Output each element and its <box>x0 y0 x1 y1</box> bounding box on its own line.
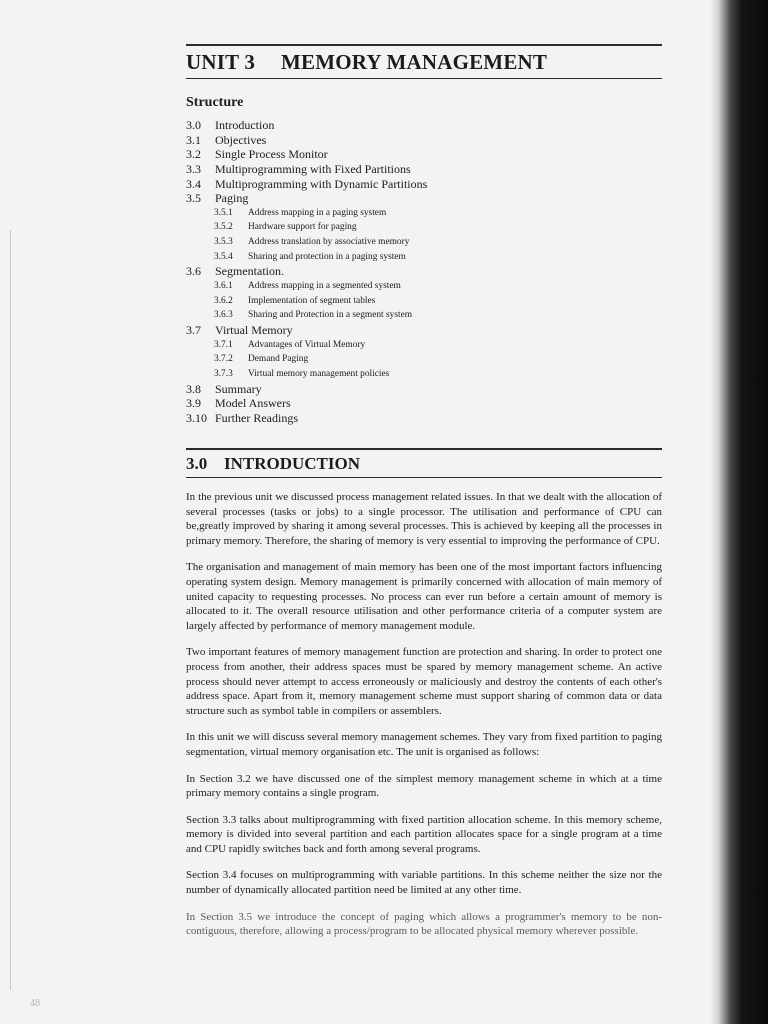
introduction-body <box>186 490 662 951</box>
top-rule <box>186 44 662 46</box>
toc-item-number: 3.5.2 <box>214 222 233 233</box>
document-page <box>186 0 662 1024</box>
toc-item-number: 3.5 <box>186 191 201 206</box>
unit-name: MEMORY MANAGEMENT <box>281 50 548 74</box>
title-underline <box>186 78 662 79</box>
toc-item <box>186 323 662 338</box>
toc-item <box>186 264 662 279</box>
toc-item <box>186 147 662 162</box>
toc-item-number: 3.1 <box>186 132 201 147</box>
page-number: 48 <box>30 998 40 1009</box>
toc-item-number: 3.9 <box>186 396 201 411</box>
toc-item-number: 3.5.3 <box>214 237 233 248</box>
toc-item-number: 3.6.3 <box>214 310 233 321</box>
toc-item-text: Sharing and Protection in a segment system <box>248 310 413 321</box>
toc-item-number: 3.7.2 <box>214 354 233 365</box>
paragraph: In this unit we will discuss several memory management schemes. They vary from fixed partition to paging segmentation, virtual memory organisation etc. The unit is organised as follows: <box>186 731 662 758</box>
section-top-rule <box>186 448 662 450</box>
toc-item-number: 3.0 <box>186 118 201 132</box>
toc-item-number: 3.7 <box>186 322 201 337</box>
toc-item-text: Paging <box>215 191 249 206</box>
toc-item-text: Further Readings <box>215 410 298 425</box>
toc-item-number: 3.6.2 <box>214 295 233 306</box>
toc-item <box>186 220 662 235</box>
paragraph: In Section 3.2 we have discussed one of the simplest memory management scheme in which at a time primary memory contains a single program. <box>186 772 662 800</box>
toc-item-text: Sharing and protection in a paging system <box>248 251 406 262</box>
toc-item-number: 3.5.4 <box>214 251 233 262</box>
toc-item-number: 3.6 <box>186 264 201 279</box>
paragraph: In Section 3.5 we introduce the concept of paging which allows a programmer's memory to be non-contiguous, therefore, allowing a process/program to be allocated physical memory wherever possible. <box>186 910 662 938</box>
toc-item <box>186 338 662 353</box>
paragraph: Two important features of memory management function are protection and sharing. In order to protect one process from another, their address spaces must be spared by memory management scheme. An active process should never attempt to access erroneously or maliciously and destroy the contents of each other's address space. Apart from it, memory management scheme must support sharing of common data or data structure such as symbol table in compilers or assemblers. <box>186 646 662 717</box>
unit-title <box>186 50 662 75</box>
paragraph: Section 3.3 talks about multiprogramming with fixed partition allocation scheme. In this memory scheme, memory is divided into several partition and each partition allocates space for a single program at a time and CPU rapidly switches back and forth among several programs. <box>186 813 662 855</box>
toc-item-number: 3.4 <box>186 176 201 191</box>
toc-item-text: Segmentation. <box>215 264 284 279</box>
toc-item <box>186 206 662 221</box>
toc-item <box>186 279 662 294</box>
toc-item-text: Hardware support for paging <box>248 222 357 233</box>
toc-item-text: Objectives <box>215 132 267 147</box>
section-number: 3.0 <box>186 454 208 473</box>
unit-number: UNIT 3 <box>186 50 256 74</box>
toc-item <box>186 367 662 382</box>
toc-item-text: Introduction <box>215 118 275 132</box>
toc-item <box>186 133 662 148</box>
toc-item-text: Address mapping in a paging system <box>248 207 387 218</box>
toc-item <box>186 308 662 323</box>
toc-item <box>186 162 662 177</box>
toc-item <box>186 396 662 411</box>
toc-item-text: Implementation of segment tables <box>248 295 376 306</box>
toc-item <box>186 411 662 426</box>
toc-item-text: Address mapping in a segmented system <box>248 281 401 292</box>
scan-left-margin-line <box>10 230 11 990</box>
toc-item-text: Virtual memory management policies <box>248 368 390 379</box>
toc-item <box>186 352 662 367</box>
toc-item-text: Virtual Memory <box>215 322 293 337</box>
paragraph: The organisation and management of main memory has been one of the most important factors influencing operating system design. Memory management is primarily concerned with allocation of main memory of united capacity to requesting processes. No process can ever run before a certain amount of memory is allocated to it. The overall resource utilisation and other performance criteria of a computer system are largely affected by performance of memory management module. <box>186 561 662 632</box>
toc-item-text: Advantages of Virtual Memory <box>248 339 366 350</box>
toc-item-number: 3.2 <box>186 147 201 162</box>
toc-item-text: Model Answers <box>215 396 291 411</box>
toc-item-text: Address translation by associative memory <box>248 237 410 248</box>
section-title: INTRODUCTION <box>224 454 361 473</box>
toc-item-number: 3.6.1 <box>214 281 233 292</box>
paragraph: In the previous unit we discussed process management related issues. In that we dealt with the allocation of several processes (tasks or jobs) to a single processor. The utilisation and performance of CPU can be,greatly improved by sharing it among several processes. This is achieved by keeping all the processes in primary memory. Therefore, the sharing of memory is very essential to improving the performance of CPU. <box>186 491 662 547</box>
toc-item-number: 3.3 <box>186 161 201 176</box>
toc-item-text: Multiprogramming with Fixed Partitions <box>215 161 411 176</box>
toc-item-text: Single Process Monitor <box>215 147 328 162</box>
section-heading <box>186 454 360 474</box>
toc-item-number: 3.10 <box>186 410 207 425</box>
toc-item-number: 3.7.3 <box>214 368 233 379</box>
toc-item <box>186 294 662 309</box>
toc-item <box>186 235 662 250</box>
toc-item <box>186 118 662 133</box>
structure-heading: Structure <box>186 95 244 110</box>
toc-item <box>186 191 662 206</box>
toc-item-number: 3.7.1 <box>214 339 233 350</box>
scan-edge-shadow <box>710 0 768 1024</box>
toc-item-text: Multiprogramming with Dynamic Partitions <box>215 176 428 191</box>
paragraph: Section 3.4 focuses on multiprogramming with variable partitions. In this scheme neither the size nor the number of dynamically allocated partition need be limited at any other time. <box>186 869 662 897</box>
toc-item-number: 3.5.1 <box>214 207 233 218</box>
toc-item-number: 3.8 <box>186 381 201 396</box>
section-underline <box>186 477 662 478</box>
table-of-contents <box>186 118 662 425</box>
toc-item <box>186 177 662 192</box>
toc-item <box>186 250 662 265</box>
toc-item-text: Summary <box>215 381 262 396</box>
toc-item <box>186 382 662 397</box>
toc-item-text: Demand Paging <box>248 354 309 365</box>
